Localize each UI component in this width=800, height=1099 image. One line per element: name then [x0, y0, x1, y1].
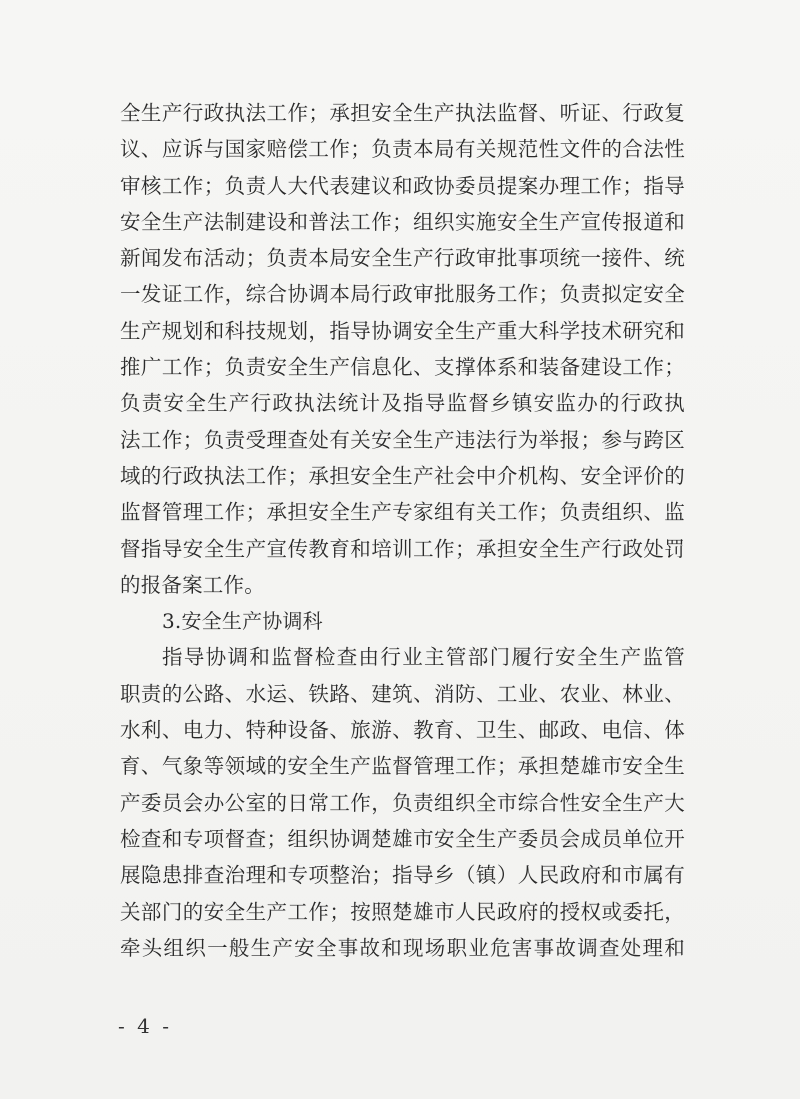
text-line: 审核工作；负责人大代表建议和政协委员提案办理工作；指导 [120, 173, 685, 198]
paragraph-2 [120, 639, 685, 966]
text-line: 全生产行政执法工作；承担安全生产执法监督、听证、行政复 [120, 101, 685, 125]
text-line: 督指导安全生产宣传教育和培训工作；承担安全生产行政处罚 [120, 536, 685, 561]
section-heading: 3.安全生产协调科 [162, 609, 323, 634]
text-line: 水利、电力、特种设备、旅游、教育、卫生、邮政、电信、体 [120, 718, 685, 743]
text-line: 关部门的安全生产工作；按照楚雄市人民政府的授权或委托， [120, 899, 685, 924]
page-number: - 4 - [118, 1014, 172, 1038]
text-line: 的报备案工作。 [120, 572, 265, 597]
text-line: 法工作；负责受理查处有关安全生产违法行为举报；参与跨区 [120, 427, 685, 452]
text-line: 职责的公路、水运、铁路、建筑、消防、工业、农业、林业、 [120, 681, 685, 706]
text-line: 展隐患排查治理和专项整治；指导乡（镇）人民政府和市属有 [120, 863, 685, 888]
text-line: 指导协调和监督检查由行业主管部门履行安全生产监管 [162, 645, 685, 670]
text-line: 育、气象等领域的安全生产监督管理工作；承担楚雄市安全生 [120, 754, 685, 779]
text-line: 域的行政执法工作；承担安全生产社会中介机构、安全评价的 [120, 463, 685, 488]
text-line: 一发证工作，综合协调本局行政审批服务工作；负责拟定安全 [120, 282, 685, 307]
text-line: 检查和专项督查；组织协调楚雄市安全生产委员会成员单位开 [120, 826, 685, 851]
text-line: 推广工作；负责安全生产信息化、支撑体系和装备建设工作； [120, 355, 685, 380]
text-line: 生产规划和科技规划，指导协调安全生产重大科学技术研究和 [120, 318, 685, 343]
text-line: 安全生产法制建设和普法工作；组织实施安全生产宣传报道和 [120, 209, 685, 234]
text-line: 负责安全生产行政执法统计及指导监督乡镇安监办的行政执 [120, 391, 685, 416]
text-line: 议、应诉与国家赔偿工作；负责本局有关规范性文件的合法性 [120, 137, 685, 162]
text-line: 监督管理工作；承担安全生产专家组有关工作；负责组织、监 [120, 500, 685, 525]
text-line: 牵头组织一般生产安全事故和现场职业危害事故调查处理和 [120, 935, 685, 960]
paragraph-1 [120, 95, 685, 603]
text-line: 新闻发布活动；负责本局安全生产行政审批事项统一接件、统 [120, 246, 685, 271]
text-line: 产委员会办公室的日常工作，负责组织全市综合性安全生产大 [120, 790, 685, 815]
body-text [120, 95, 685, 966]
